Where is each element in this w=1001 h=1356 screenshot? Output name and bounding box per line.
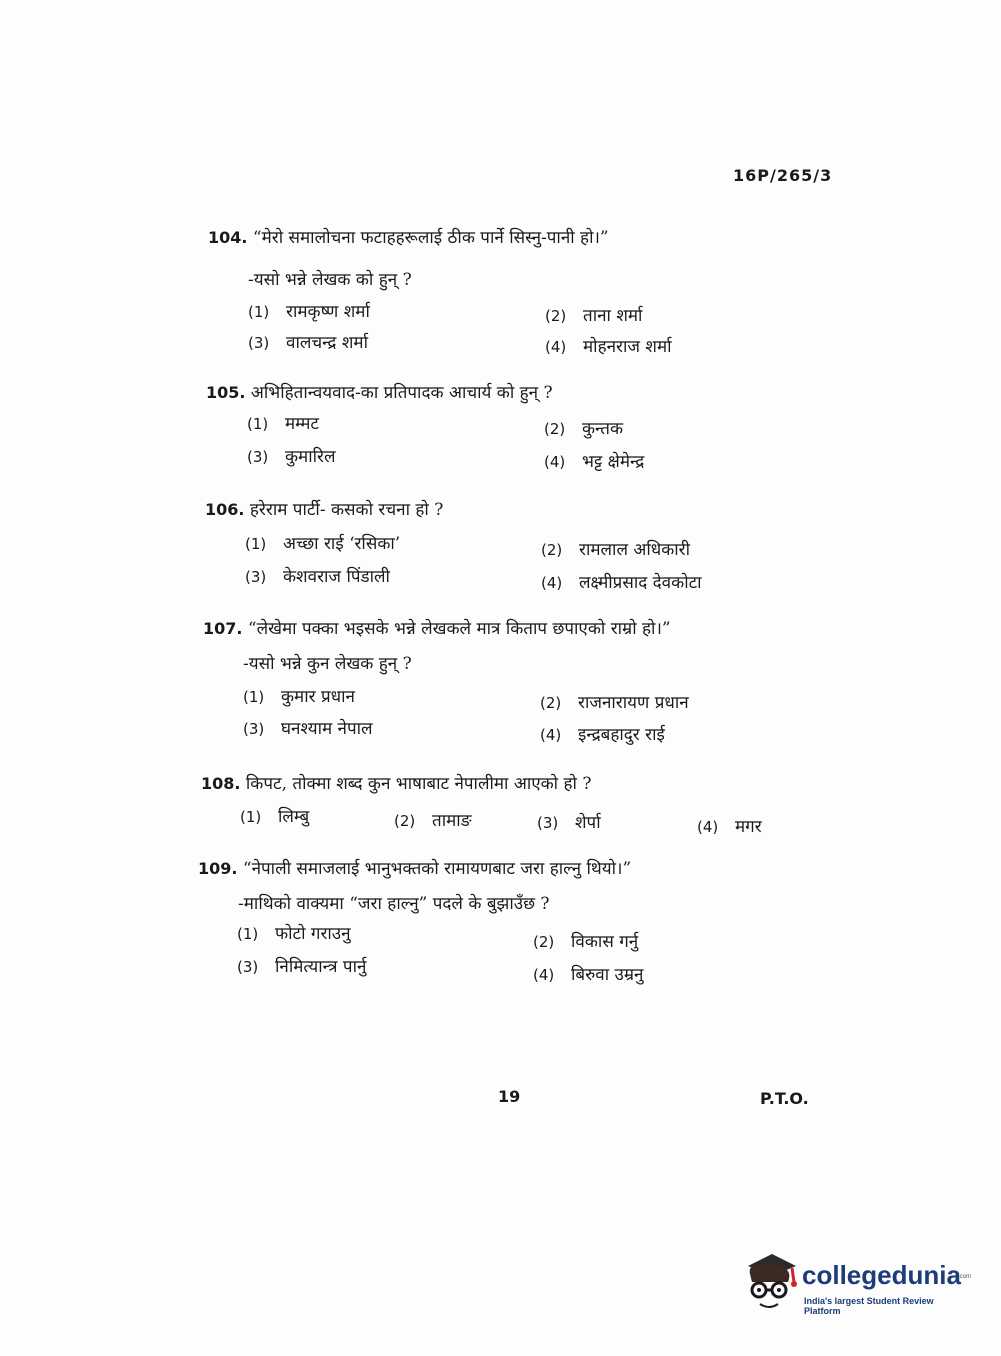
option-label: अच्छा राई ‘रसिका’ — [283, 534, 401, 554]
question-stem: “लेखेमा पक्का भइसके भन्ने लेखकले मात्र किताप छपाएको राम्रो हो।” — [247, 619, 671, 639]
question-stem: अभिहितान्वयवाद-का प्रतिपादक आचार्य को हुन् ? — [250, 383, 553, 403]
option-4[interactable] — [697, 814, 762, 837]
option-label: फोटो गराउनु — [275, 924, 351, 944]
option-number: (1) — [240, 808, 262, 826]
option-3[interactable] — [243, 716, 373, 739]
option-number: (4) — [533, 966, 555, 984]
option-label: रामकृष्ण शर्मा — [286, 302, 370, 322]
option-label: निमित्यान्त्र पार्नु — [275, 957, 367, 977]
option-1[interactable] — [237, 921, 351, 944]
paper-code: 16P/265/3 — [733, 166, 833, 185]
option-number: (2) — [540, 694, 562, 712]
option-label: भट्ट क्षेमेन्द्र — [582, 452, 645, 472]
option-2[interactable] — [545, 303, 642, 326]
pto-label: P.T.O. — [760, 1089, 809, 1108]
option-label: मोहनराज शर्मा — [583, 337, 672, 357]
page-number: 19 — [498, 1087, 521, 1106]
question-number: 109. — [198, 859, 238, 878]
option-2[interactable] — [540, 690, 689, 713]
option-number: (1) — [243, 688, 265, 706]
option-label: घनश्याम नेपाल — [281, 719, 373, 739]
option-4[interactable] — [540, 722, 665, 745]
option-label: विकास गर्नु — [571, 932, 639, 952]
question-stem: हरेराम पार्टी- कसको रचना हो ? — [249, 500, 444, 520]
logo-suffix: .com — [958, 1274, 972, 1280]
option-number: (3) — [243, 720, 265, 738]
option-2[interactable] — [394, 808, 472, 831]
option-number: (3) — [248, 334, 270, 352]
question-number: 107. — [203, 619, 243, 638]
option-1[interactable] — [247, 411, 319, 434]
question-subtext: -यसो भन्ने कुन लेखक हुन् ? — [243, 654, 412, 674]
question-text — [203, 616, 671, 639]
option-number: (4) — [541, 574, 563, 592]
option-3[interactable] — [245, 564, 390, 587]
question-text — [206, 380, 553, 403]
logo-tagline: India's largest Student Review Platform — [804, 1296, 934, 1316]
option-4[interactable] — [541, 570, 702, 593]
question-number: 108. — [201, 774, 241, 793]
option-label: शेर्पा — [575, 813, 601, 833]
question-text — [205, 497, 443, 520]
option-2[interactable] — [541, 537, 690, 560]
collegedunia-logo[interactable] — [742, 1252, 972, 1322]
mascot-icon — [742, 1252, 800, 1314]
option-label: मम्मट — [285, 414, 319, 434]
option-3[interactable] — [537, 810, 601, 833]
option-4[interactable] — [533, 962, 643, 985]
option-3[interactable] — [247, 444, 336, 467]
option-label: रामलाल अधिकारी — [579, 540, 691, 560]
option-1[interactable] — [240, 804, 309, 827]
question-text — [208, 225, 609, 248]
option-label: लक्ष्मीप्रसाद देवकोटा — [579, 573, 702, 593]
option-number: (4) — [540, 726, 562, 744]
option-number: (2) — [533, 933, 555, 951]
option-number: (1) — [245, 535, 267, 553]
option-number: (4) — [545, 338, 567, 356]
question-subtext: -यसो भन्ने लेखक को हुन् ? — [248, 270, 412, 290]
option-1[interactable] — [248, 299, 370, 322]
option-4[interactable] — [544, 449, 644, 472]
option-number: (4) — [697, 818, 719, 836]
option-number: (1) — [237, 925, 259, 943]
option-4[interactable] — [545, 334, 672, 357]
option-3[interactable] — [248, 330, 368, 353]
logo-wordmark: collegedunia — [802, 1260, 961, 1290]
question-text — [198, 856, 631, 879]
option-label: ताना शर्मा — [583, 306, 643, 326]
option-label: कुमारिल — [285, 447, 336, 467]
option-label: कुन्तक — [582, 419, 624, 439]
option-label: तामाङ — [432, 811, 472, 831]
question-stem: किपट, तोक्मा शब्द कुन भाषाबाट नेपालीमा आएको हो ? — [245, 774, 592, 794]
option-label: मगर — [735, 817, 762, 837]
option-3[interactable] — [237, 954, 366, 977]
option-number: (1) — [248, 303, 270, 321]
question-stem: “मेरो समालोचना फटाहहरूलाई ठीक पार्ने सिस्नु-पानी हो।” — [252, 228, 609, 248]
option-label: इन्द्रबहादुर राई — [578, 725, 665, 745]
option-label: लिम्बु — [278, 807, 310, 827]
option-number: (2) — [394, 812, 416, 830]
option-number: (3) — [247, 448, 269, 466]
option-label: कुमार प्रधान — [281, 687, 355, 707]
option-label: बिरुवा उम्रनु — [571, 965, 644, 985]
option-number: (3) — [537, 814, 559, 832]
option-number: (1) — [247, 415, 269, 433]
question-number: 106. — [205, 500, 245, 519]
option-number: (2) — [545, 307, 567, 325]
question-text — [201, 771, 591, 794]
option-label: वालचन्द्र शर्मा — [286, 333, 368, 353]
option-1[interactable] — [243, 684, 355, 707]
option-2[interactable] — [544, 416, 623, 439]
option-1[interactable] — [245, 531, 400, 554]
question-number: 105. — [206, 383, 246, 402]
question-stem: “नेपाली समाजलाई भानुभक्तको रामायणबाट जरा हाल्नु थियो।” — [242, 859, 632, 879]
option-number: (3) — [237, 958, 259, 976]
option-number: (4) — [544, 453, 566, 471]
option-label: केशवराज पिंडाली — [283, 567, 390, 587]
option-2[interactable] — [533, 929, 638, 952]
question-number: 104. — [208, 228, 248, 247]
option-number: (3) — [245, 568, 267, 586]
option-number: (2) — [541, 541, 563, 559]
option-number: (2) — [544, 420, 566, 438]
option-label: राजनारायण प्रधान — [578, 693, 689, 713]
question-subtext: -माथिको वाक्यमा “जरा हाल्नु” पदले के बुझाउँछ ? — [238, 894, 550, 914]
